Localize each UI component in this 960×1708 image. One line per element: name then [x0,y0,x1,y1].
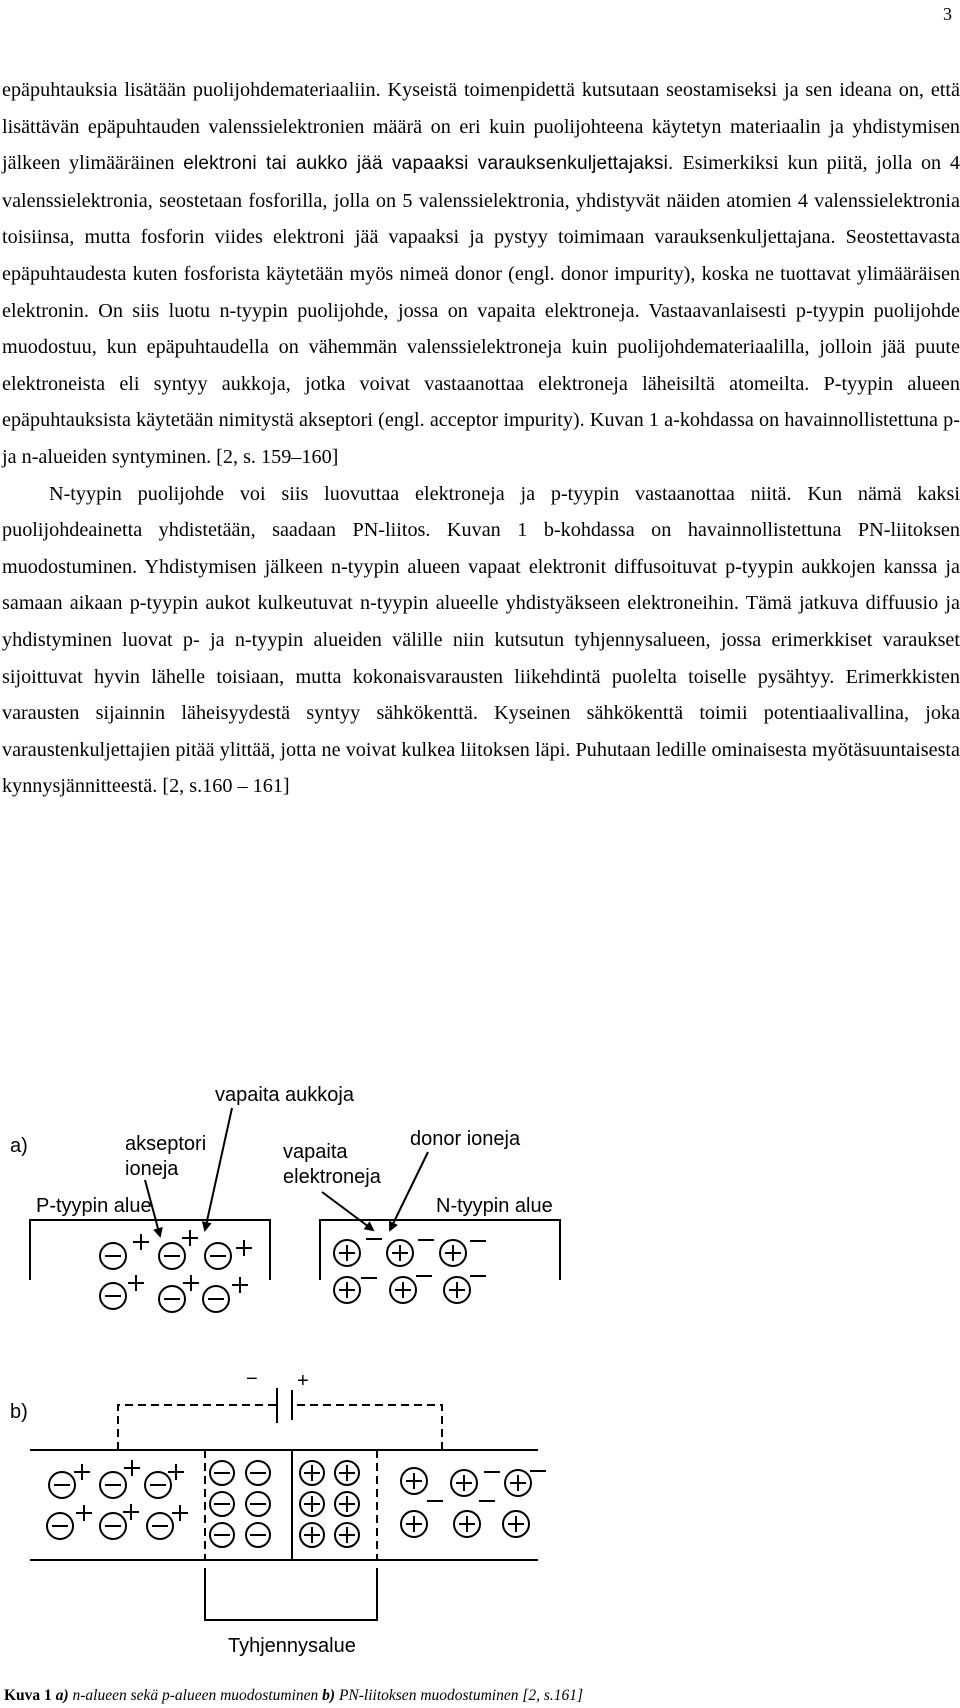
fig-a-boxes [30,1220,560,1280]
acceptor-ion [100,1283,126,1309]
hole [74,1464,90,1480]
donor-ion [401,1511,427,1537]
positive-ion [300,1461,324,1485]
figure-svg [0,1080,960,1700]
hole [168,1464,184,1480]
acceptor-ion [159,1286,185,1312]
donor-ion [334,1240,360,1266]
donor-ion [390,1277,416,1303]
negative-ion [210,1523,234,1547]
fig-a-label: a) [10,1135,28,1157]
acceptor-ion [147,1513,173,1539]
label-tyhjennysalue: Tyhjennysalue [228,1635,356,1657]
negative-ion [210,1461,234,1485]
negative-ion [246,1461,270,1485]
positive-ion [300,1492,324,1516]
arrow-vapaita-elektroneja [322,1192,373,1230]
caption-b-marker: b) [322,1687,336,1704]
donor-ion [334,1277,360,1303]
donor-ion [503,1511,529,1537]
donor-ion [440,1240,466,1266]
acceptor-ion [145,1472,171,1498]
donor-ion [451,1470,477,1496]
hole [124,1460,140,1476]
acceptor-ion [159,1243,185,1269]
depletion-bracket [205,1568,377,1620]
b-n-region-charges [401,1468,546,1537]
acceptor-ion [49,1472,75,1498]
label-p-region: P-tyypin alue [36,1195,152,1217]
acceptor-ion [203,1286,229,1312]
battery-circuit [118,1388,442,1450]
paragraph-1 [2,72,960,476]
b-p-region-charges [47,1460,188,1539]
acceptor-ion [100,1513,126,1539]
page-number: 3 [943,4,952,24]
positive-ion [335,1461,359,1485]
caption-b-text: PN-liitoksen muodostuminen [2, s.161] [335,1687,584,1704]
battery-plus-label: + [297,1370,309,1392]
acceptor-ion [100,1243,126,1269]
arrow-vapaita-aukkoja [205,1108,232,1230]
caption-a-text: n-alueen sekä p-alueen muodostuminen [68,1687,323,1704]
caption-label: Kuva 1 [4,1687,52,1704]
donor-ion [387,1240,413,1266]
hole [76,1505,92,1521]
label-n-region: N-tyypin alue [436,1195,553,1217]
paragraph-1-part-1: epäpuhtauksia lisätään puolijohdemateriaaliin. Kyseistä toimenpidettä kutsutaan seostamiseksi ja sen ideana on, että lisättävän epäpuhtauden valenssielektronien määrä on eri kuin puolijohteena käytetyn materiaalin ja yhdistymisen jälkeen ylimääräinen [2,79,960,175]
negative-ion [246,1523,270,1547]
hole [133,1234,149,1250]
hole [128,1275,144,1291]
hole [232,1277,248,1293]
battery-minus-label: − [246,1368,258,1390]
positive-ion [335,1492,359,1516]
paragraph-2: N-tyypin puolijohde voi siis luovuttaa elektroneja ja p-tyypin vastaanottaa niitä. Kun nämä kaksi puolijohdeainetta yhdistetään, saadaan PN-liitos. Kuvan 1 b-kohdassa on havainnollistettuna PN-liitoksen muodostuminen. Yhdistymisen jälkeen n-tyypin alueen vapaat elektronit diffusoituvat p-tyypin aukkojen kanssa ja samaan aikaan p-tyypin aukot kulkeutuvat n-tyypin alueelle yhdistyäkseen elektroneihin. Tämä jatkuva diffuusio ja yhdistyminen luovat p- ja n-tyypin alueiden välille niin kutsutun tyhjennysalueen, jossa erimerkkiset varaukset sijoittuvat hyvin lähelle toisiaan, mutta kokonaisvarausten liikehdintä puolelta toiselle pysähtyy. Erimerkkisten varausten sijainnin läheisyydestä syntyy sähkökenttä. Kyseinen sähkökenttä toimii potentiaalivallina, joka varaustenkuljettajien pitää ylittää, jotta ne voivat kulkea liitoksen läpi. Puhutaan ledille ominaisesta myötäsuuntaisesta kynnysjännitteestä. [2, s.160 – 161] [2,482,960,798]
paragraph-1-typewriter-run: elektroni tai aukko jää vapaaksi varauksenkuljettajaksi. [183,153,674,175]
acceptor-ion [205,1243,231,1269]
label-vapaita-1: vapaita [283,1141,348,1163]
circuit-wire-left [118,1405,277,1450]
acceptor-ion [100,1472,126,1498]
label-akseptori-1: akseptori [125,1133,207,1155]
label-akseptori-2: ioneja [125,1158,179,1180]
hole [236,1240,252,1256]
hole [182,1230,198,1246]
donor-ion [401,1468,427,1494]
n-region-charges [334,1239,486,1303]
hole [183,1275,199,1291]
pn-junction-box [30,1450,538,1560]
label-vapaita-2: elektroneja [283,1166,381,1188]
figure-pn-junction [0,1080,960,1700]
paragraph-1-part-3: Esimerkiksi kun piitä, jolla on 4 valenssielektronia, seostetaan fosforilla, jolla on 5 valenssielektronia, yhdistyvät näiden atomien 4 valenssielektronia toisiinsa, mutta fosforin viides elektroni jää vapaaksi ja pystyy toimimaan varauksenkuljettajana. Seostettavasta epäpuhtaudesta kuten fosforista käytetään myös nimeä donor (engl. donor impurity), koska ne tuottavat ylimääräisen elektronin. On siis luotu n-tyypin puolijohde, jossa on vapaita elektroneja. Vastaavanlaisesti p-tyypin puolijohde muodostuu, kun epäpuhtaudella on vähemmän valenssielektroneja kuin puolijohdemateriaalilla, jolloin jää puute elektroneista eli syntyy aukkoja, jotka voivat vastaanottaa elektroneja läheisiltä atomeilta. P-tyypin alueen epäpuhtauksista käytetään nimitystä akseptori (engl. acceptor impurity). Kuvan 1 a-kohdassa on havainnollistettuna p- ja n-alueiden syntyminen. [2, s. 159–160] [2,152,960,468]
circuit-wire-right [297,1405,442,1450]
positive-ion [335,1523,359,1547]
figure-caption [4,1687,583,1705]
fig-b-label: b) [10,1401,28,1423]
p-region-box [30,1220,270,1280]
donor-ion [454,1511,480,1537]
label-donor-ioneja: donor ioneja [410,1128,521,1150]
negative-ion [210,1492,234,1516]
depletion-charges [210,1461,359,1547]
arrow-donor [390,1152,428,1230]
body-text [2,72,960,805]
hole [123,1504,139,1520]
donor-ion [444,1277,470,1303]
acceptor-ion [47,1513,73,1539]
donor-ion [505,1470,531,1496]
positive-ion [300,1523,324,1547]
hole [172,1505,188,1521]
p-region-charges [100,1230,252,1312]
negative-ion [246,1492,270,1516]
label-vapaita-aukkoja: vapaita aukkoja [215,1084,354,1106]
caption-a-marker: a) [55,1687,69,1704]
